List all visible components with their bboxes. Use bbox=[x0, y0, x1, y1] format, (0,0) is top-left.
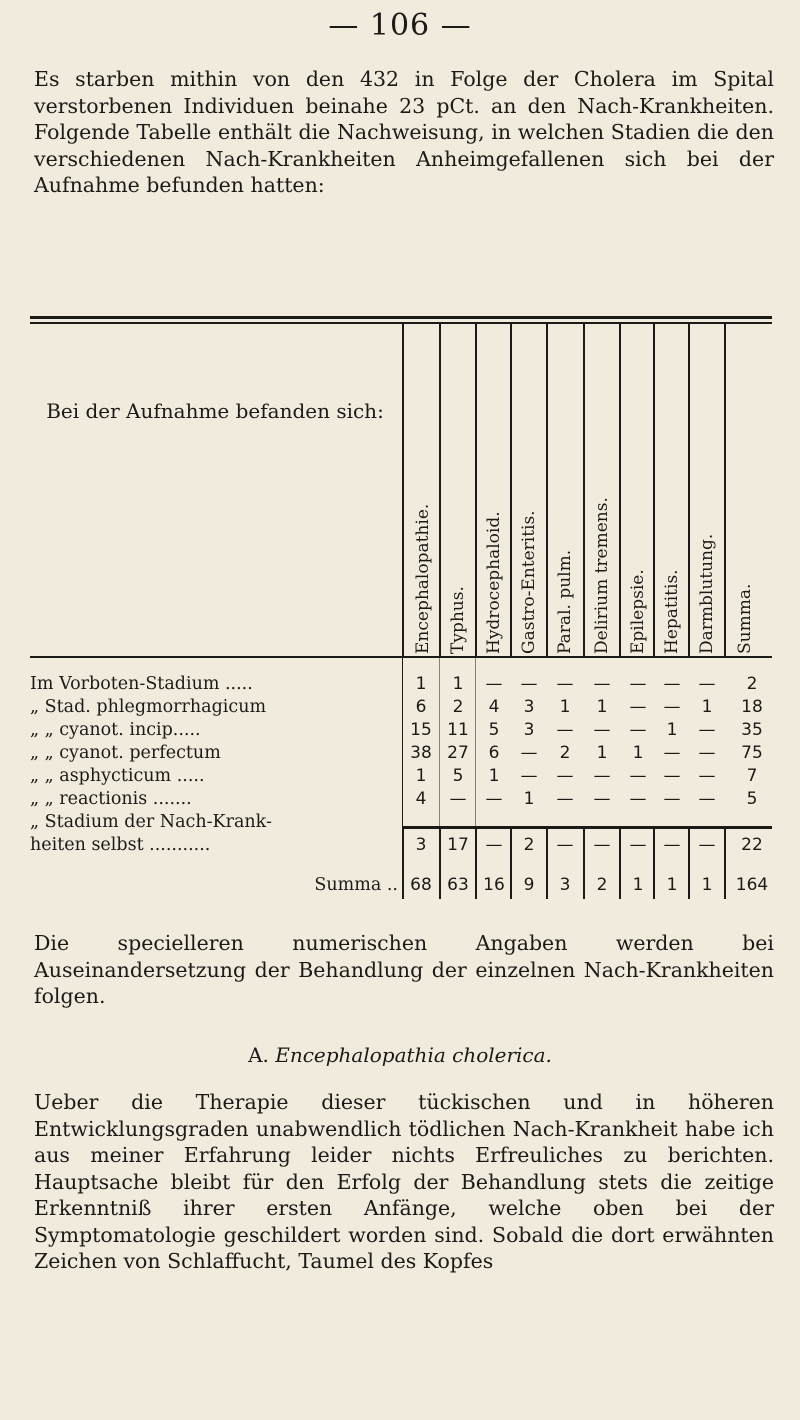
row-label: „ „ asphycticum ..... bbox=[30, 766, 205, 786]
table-cell: — bbox=[663, 835, 681, 855]
table-cell: — bbox=[593, 766, 611, 786]
table-cell: — bbox=[663, 743, 681, 763]
col-header-epilepsie: Epilepsie. bbox=[628, 569, 648, 654]
row-label: heiten selbst ........... bbox=[30, 835, 211, 855]
section-letter: A. bbox=[248, 1043, 269, 1067]
table-cell: 1 bbox=[596, 743, 608, 763]
col-divider bbox=[619, 322, 621, 656]
table-cell: — bbox=[520, 743, 538, 763]
table-cell: 1 bbox=[632, 743, 644, 763]
col-header-summa: Summa. bbox=[735, 583, 755, 654]
table-cell: 1 bbox=[452, 674, 464, 694]
table-cell: 4 bbox=[415, 789, 427, 809]
table-cell: 35 bbox=[741, 720, 763, 740]
table-cell: — bbox=[698, 789, 716, 809]
table-cell: — bbox=[556, 674, 574, 694]
table-cell: — bbox=[698, 743, 716, 763]
table-top-rule bbox=[30, 316, 772, 319]
table-cell: 4 bbox=[488, 697, 500, 717]
row-label: Im Vorboten-Stadium ..... bbox=[30, 674, 253, 694]
table-cell: 1 bbox=[523, 789, 535, 809]
table-cell: 27 bbox=[447, 743, 469, 763]
col-header-hepatitis: Hepatitis. bbox=[662, 569, 682, 654]
table-cell: — bbox=[698, 835, 716, 855]
table-cell: — bbox=[629, 697, 647, 717]
row-label: „ Stadium der Nach-Krank- bbox=[30, 812, 272, 832]
table-cell: 18 bbox=[741, 697, 763, 717]
table-cell: — bbox=[629, 835, 647, 855]
section-title: Encephalopathia cholerica. bbox=[275, 1043, 552, 1067]
section-paragraph: Ueber die Therapie dieser tückischen und in höheren Entwicklungsgraden unabwendlich tödlichen Nach-Krankheit habe ich aus meiner Erfahrung leider nichts Erfreuliches zu berichten. Hauptsache bleibt für den Erfolg der Behandlung stets die zeitige Erkenntniß ihrer ersten Anfänge, welche oben bei der Symptomatologie geschildert worden sind. Sobald die dort erwähnten Zeichen von Schlaffucht, Taumel des Kopfes bbox=[34, 1090, 774, 1273]
table-cell: 1 bbox=[559, 697, 571, 717]
total-cell: 1 bbox=[701, 875, 713, 895]
table-cell: 2 bbox=[746, 674, 758, 694]
table-cell: 75 bbox=[741, 743, 763, 763]
table-cell: — bbox=[698, 766, 716, 786]
table-cell: — bbox=[629, 720, 647, 740]
table-cell: 5 bbox=[452, 766, 464, 786]
section-heading bbox=[0, 1043, 800, 1067]
table-cell: — bbox=[485, 789, 503, 809]
table-sum-rule bbox=[402, 826, 772, 829]
table-body-rule bbox=[30, 656, 772, 658]
table-cell: 15 bbox=[410, 720, 432, 740]
row-header: Bei der Aufnahme befanden sich: bbox=[46, 399, 384, 423]
table-cell: — bbox=[663, 789, 681, 809]
total-cell: 9 bbox=[523, 875, 535, 895]
row-label: „ „ cyanot. incip..... bbox=[30, 720, 201, 740]
table-cell: 1 bbox=[415, 766, 427, 786]
table-cell: 3 bbox=[523, 697, 535, 717]
table-cell: — bbox=[629, 674, 647, 694]
total-cell: 63 bbox=[447, 875, 469, 895]
table-cell: — bbox=[556, 789, 574, 809]
table-cell: 1 bbox=[415, 674, 427, 694]
table-cell: 11 bbox=[447, 720, 469, 740]
page-number: — 106 — bbox=[328, 8, 472, 43]
col-divider bbox=[546, 322, 548, 656]
table-cell: — bbox=[520, 766, 538, 786]
col-divider bbox=[653, 322, 655, 656]
table-cell: 2 bbox=[452, 697, 464, 717]
col-divider bbox=[583, 322, 585, 656]
table-cell: 3 bbox=[415, 835, 427, 855]
table-cell: — bbox=[556, 766, 574, 786]
total-cell: 2 bbox=[596, 875, 608, 895]
table-cell: — bbox=[593, 789, 611, 809]
col-divider bbox=[439, 322, 441, 656]
table-cell: 3 bbox=[523, 720, 535, 740]
col-divider bbox=[475, 322, 477, 656]
col-header-paral-pulm: Paral. pulm. bbox=[555, 549, 575, 654]
table-cell: 17 bbox=[447, 835, 469, 855]
total-cell: 3 bbox=[559, 875, 571, 895]
table-cell: — bbox=[485, 835, 503, 855]
table-cell: — bbox=[629, 766, 647, 786]
total-cell: 164 bbox=[735, 875, 769, 895]
col-header-darmblutung: Darmblutung. bbox=[697, 533, 717, 654]
table-cell: — bbox=[663, 697, 681, 717]
total-cell: 16 bbox=[483, 875, 505, 895]
col-header-typhus: Typhus. bbox=[448, 586, 468, 654]
table-cell: — bbox=[556, 720, 574, 740]
table-cell: 1 bbox=[666, 720, 678, 740]
table-cell: 5 bbox=[746, 789, 758, 809]
col-header-hydrocephaloid: Hydrocephaloid. bbox=[484, 511, 504, 654]
col-header-delirium-tremens: Delirium tremens. bbox=[592, 497, 612, 654]
row-label: „ „ cyanot. perfectum bbox=[30, 743, 221, 763]
table-cell: — bbox=[698, 674, 716, 694]
table-cell: — bbox=[520, 674, 538, 694]
total-cell: 1 bbox=[666, 875, 678, 895]
table-cell: 1 bbox=[596, 697, 608, 717]
table-cell: 6 bbox=[415, 697, 427, 717]
row-label: „ Stad. phlegmorrhagicum bbox=[30, 697, 267, 717]
col-divider bbox=[724, 322, 726, 656]
total-label: Summa .. bbox=[314, 875, 398, 895]
table-cell: — bbox=[629, 789, 647, 809]
table-cell: — bbox=[663, 674, 681, 694]
table-cell: — bbox=[593, 835, 611, 855]
table-cell: — bbox=[663, 766, 681, 786]
col-header-gastro-enteritis: Gastro-Enteritis. bbox=[519, 510, 539, 654]
col-divider bbox=[510, 322, 512, 656]
table-cell: 7 bbox=[746, 766, 758, 786]
intro-paragraph: Es starben mithin von den 432 in Folge der Cholera im Spital verstorbenen Individuen beinahe 23 pCt. an den Nach-Krankheiten. Folgende Tabelle enthält die Nachweisung, in welchen Stadien die den verschiedenen Nach-Krankheiten Anheimgefallenen sich bei der Aufnahme befunden hatten: bbox=[34, 67, 774, 197]
table-cell: 2 bbox=[523, 835, 535, 855]
transition-paragraph: Die specielleren numerischen Angaben werden bei Auseinandersetzung der Behandlung der einzelnen Nach-Krankheiten folgen. bbox=[34, 931, 774, 1008]
table-cell: 22 bbox=[741, 835, 763, 855]
table-cell: 38 bbox=[410, 743, 432, 763]
table-cell: 1 bbox=[701, 697, 713, 717]
table-cell: — bbox=[485, 674, 503, 694]
table-cell: 5 bbox=[488, 720, 500, 740]
table-cell: — bbox=[593, 720, 611, 740]
col-header-encephalopathie: Encephalopathie. bbox=[413, 503, 433, 654]
total-cell: 68 bbox=[410, 875, 432, 895]
table-cell: — bbox=[556, 835, 574, 855]
table-cell: 6 bbox=[488, 743, 500, 763]
col-divider bbox=[402, 322, 404, 656]
row-label: „ „ reactionis ....... bbox=[30, 789, 192, 809]
table-cell: 1 bbox=[488, 766, 500, 786]
col-divider bbox=[688, 322, 690, 656]
table-cell: — bbox=[449, 789, 467, 809]
table-cell: — bbox=[593, 674, 611, 694]
total-cell: 1 bbox=[632, 875, 644, 895]
table-cell: — bbox=[698, 720, 716, 740]
table-cell: 2 bbox=[559, 743, 571, 763]
